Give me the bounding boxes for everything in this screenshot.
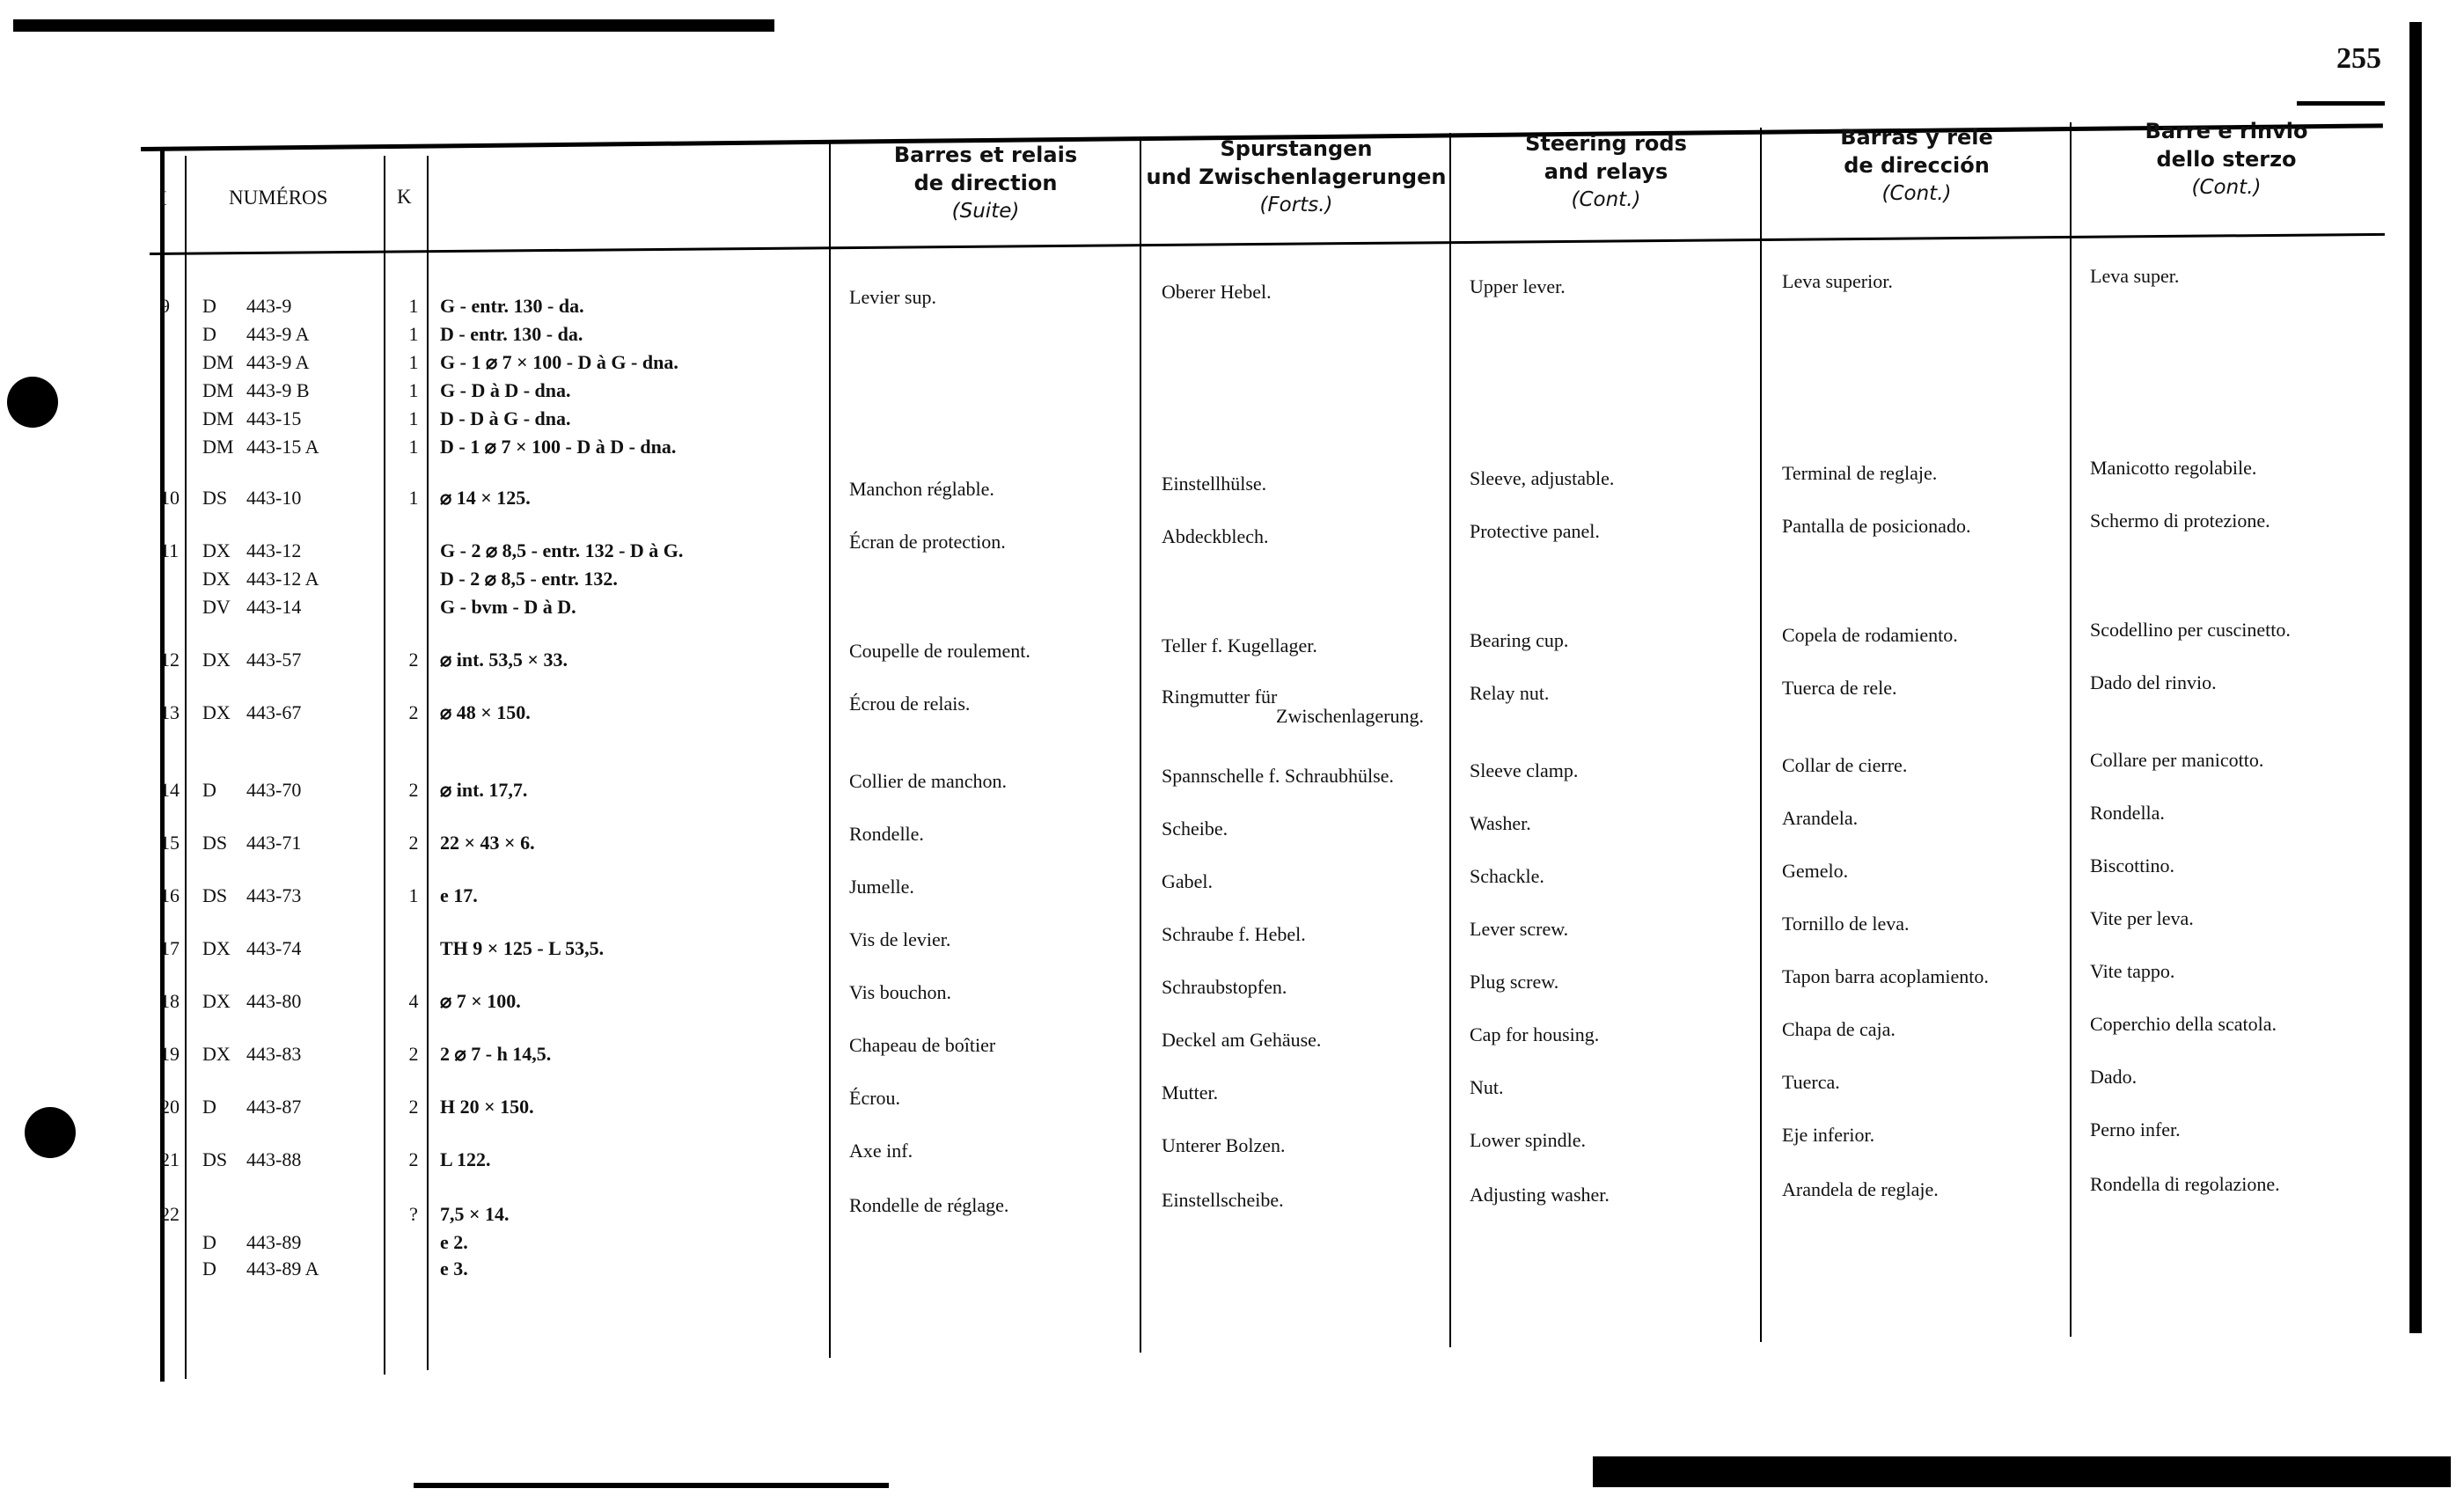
table-row (141, 436, 2385, 462)
cell-en: Upper lever. (1470, 275, 1566, 297)
cell-num: 443-83 (246, 1043, 302, 1065)
table-row (141, 1173, 2385, 1229)
cell-de: Unterer Bolzen. (1162, 1134, 1286, 1156)
table-row (141, 596, 2385, 622)
cell-pfx: DM (202, 351, 234, 373)
cell-item: 16 (160, 884, 180, 906)
header-italian (2072, 117, 2380, 202)
cell-item: 12 (160, 649, 180, 671)
cell-en: Adjusting washer. (1470, 1184, 1610, 1206)
cell-k: 1 (408, 487, 419, 509)
header-english-sub: (Cont.) (1571, 188, 1641, 211)
header-spanish (1763, 123, 2071, 208)
cell-de: Deckel am Gehäuse. (1162, 1029, 1322, 1051)
cell-spec: 2 ⌀ 7 - h 14,5. (440, 1043, 552, 1065)
cell-it: Dado. (2090, 1066, 2138, 1088)
table-row (141, 457, 2385, 513)
table-row (141, 323, 2385, 349)
cell-item: 18 (160, 990, 180, 1012)
cell-k: ? (409, 1203, 418, 1225)
header-separator (150, 233, 2385, 255)
header-numbers: NUMÉROS (229, 187, 328, 209)
header-item: I (160, 187, 167, 209)
header-english (1452, 129, 1760, 214)
cell-pfx: DS (202, 884, 228, 906)
cell-num: 443-15 A (246, 436, 319, 458)
cell-num: 443-74 (246, 937, 302, 959)
cell-it: Perno infer. (2090, 1118, 2181, 1140)
header-italian-line1: Barre e rinvio (2145, 119, 2308, 143)
cell-de: Oberer Hebel. (1162, 281, 1272, 303)
cell-fr: Jumelle. (849, 876, 914, 898)
cell-en: Sleeve clamp. (1470, 759, 1579, 781)
cell-item: 15 (160, 832, 180, 854)
table-row (141, 379, 2385, 406)
cell-it: Collare per manicotto. (2090, 749, 2264, 771)
cell-spec: G - bvm - D à D. (440, 596, 576, 618)
cell-pfx: D (202, 323, 216, 345)
cell-item: 14 (160, 779, 180, 801)
cell-k: 1 (408, 351, 419, 373)
cell-k: 1 (408, 407, 419, 429)
cell-pfx: D (202, 295, 216, 317)
cell-en: Cap for housing. (1470, 1023, 1600, 1045)
header-french-sub: (Suite) (951, 200, 1020, 223)
cell-num: 443-57 (246, 649, 302, 671)
cell-fr: Rondelle. (849, 823, 924, 845)
cell-spec: e 2. (440, 1231, 468, 1253)
cell-de: Einstellscheibe. (1162, 1189, 1284, 1211)
table-row (141, 510, 2385, 566)
cell-fr: Vis de levier. (849, 928, 951, 950)
cell-en: Lever screw. (1470, 918, 1569, 940)
cell-it: Leva super. (2090, 265, 2180, 287)
cell-num: 443-15 (246, 407, 302, 429)
cell-spec: D - D à G - dna. (440, 407, 571, 429)
cell-es: Copela de rodamiento. (1782, 624, 1958, 646)
cell-pfx: DX (202, 1043, 231, 1065)
cell-fr: Écrou de relais. (849, 693, 971, 715)
cell-es: Gemelo. (1782, 860, 1849, 882)
table-row (141, 351, 2385, 378)
cell-k: 2 (408, 779, 419, 801)
cell-k: 2 (408, 649, 419, 671)
cell-pfx: D (202, 1258, 216, 1280)
cell-it: Rondella di regolazione. (2090, 1173, 2280, 1195)
cell-es: Pantalla de posicionado. (1782, 515, 1971, 537)
header-german-line1: Spurstangen (1220, 136, 1373, 161)
cell-spec: ⌀ 7 × 100. (440, 990, 521, 1012)
cell-es: Terminal de reglaje. (1782, 462, 1938, 484)
parts-table (141, 101, 2385, 1386)
cell-de: Schraube f. Hebel. (1162, 923, 1306, 945)
cell-fr: Coupelle de roulement. (849, 640, 1030, 662)
header-german (1142, 135, 1450, 219)
cell-it: Manicotto regolabile. (2090, 457, 2257, 479)
cell-it: Scodellino per cuscinetto. (2090, 619, 2291, 641)
cell-it: Vite tappo. (2090, 960, 2175, 982)
cell-pfx: DM (202, 407, 234, 429)
cell-it: Rondella. (2090, 802, 2165, 824)
cell-k: 2 (408, 701, 419, 723)
cell-it: Vite per leva. (2090, 907, 2194, 929)
cell-fr: Vis bouchon. (849, 981, 952, 1003)
cell-num: 443-12 (246, 539, 302, 561)
binder-hole-top (7, 377, 58, 428)
cell-fr: Écrou. (849, 1087, 901, 1109)
cell-k: 1 (408, 436, 419, 458)
cell-num: 443-80 (246, 990, 302, 1012)
header-spanish-line1: Barras y rele (1840, 125, 1993, 150)
cell-spec: e 3. (440, 1258, 468, 1280)
cell-num: 443-9 A (246, 323, 310, 345)
cell-k: 2 (408, 1043, 419, 1065)
cell-spec: 22 × 43 × 6. (440, 832, 535, 854)
cell-spec: e 17. (440, 884, 478, 906)
cell-pfx: DS (202, 832, 228, 854)
cell-k: 2 (408, 1096, 419, 1118)
header-german-sub: (Forts.) (1259, 194, 1333, 216)
cell-spec: G - entr. 130 - da. (440, 295, 584, 317)
header-italian-line2: dello sterzo (2156, 147, 2297, 172)
table-row (141, 749, 2385, 805)
cell-pfx: DX (202, 937, 231, 959)
cell-k: 1 (408, 295, 419, 317)
cell-pfx: D (202, 1231, 216, 1253)
header-french-line2: de direction (913, 171, 1058, 195)
table-row (141, 960, 2385, 1016)
cell-k: 4 (408, 990, 419, 1012)
table-row (141, 1118, 2385, 1175)
cell-en: Bearing cup. (1470, 629, 1569, 651)
cell-pfx: DV (202, 596, 231, 618)
cell-es: Tornillo de leva. (1782, 913, 1910, 935)
table-top-border-right (2297, 101, 2385, 106)
cell-pfx: DM (202, 379, 234, 401)
cell-item: 21 (160, 1148, 180, 1170)
cell-en: Washer. (1470, 812, 1531, 834)
cell-spec: ⌀ int. 53,5 × 33. (440, 649, 568, 671)
header-german-line2: und Zwischenlagerungen (1146, 165, 1447, 189)
cell-spec: 7,5 × 14. (440, 1203, 510, 1225)
cell-pfx: D (202, 779, 216, 801)
cell-en: Relay nut. (1470, 682, 1550, 704)
cell-it: Biscottino. (2090, 854, 2174, 876)
cell-item: 11 (160, 539, 180, 561)
cell-spec: L 122. (440, 1148, 491, 1170)
cell-fr: Collier de manchon. (849, 770, 1008, 792)
cell-k: 2 (408, 1148, 419, 1170)
header-k: K (397, 186, 412, 208)
cell-en: Lower spindle. (1470, 1129, 1586, 1151)
cell-spec: ⌀ int. 17,7. (440, 779, 528, 801)
cell-num: 443-10 (246, 487, 302, 509)
cell-spec: ⌀ 14 × 125. (440, 487, 531, 509)
cell-spec: D - entr. 130 - da. (440, 323, 583, 345)
cell-num: 443-70 (246, 779, 302, 801)
cell-en: Protective panel. (1470, 520, 1600, 542)
header-spanish-line2: de dirección (1844, 153, 1990, 178)
cell-pfx: DS (202, 487, 228, 509)
cell-spec: D - 2 ⌀ 8,5 - entr. 132. (440, 568, 618, 590)
cell-fr: Chapeau de boîtier (849, 1034, 996, 1056)
cell-spec: G - 1 ⌀ 7 × 100 - D à G - dna. (440, 351, 678, 373)
table-row (141, 1258, 2385, 1284)
cell-num: 443-14 (246, 596, 302, 618)
cell-pfx: DX (202, 649, 231, 671)
cell-fr: Écran de protection. (849, 531, 1006, 553)
cell-fr: Levier sup. (849, 286, 936, 308)
cell-num: 443-67 (246, 701, 302, 723)
cell-k: 1 (408, 323, 419, 345)
cell-es: Collar de cierre. (1782, 754, 1908, 776)
cell-es: Arandela. (1782, 807, 1859, 829)
cell-num: 443-89 (246, 1231, 302, 1253)
cell-en: Plug screw. (1470, 971, 1559, 993)
table-row (141, 407, 2385, 434)
header-french-line1: Barres et relais (893, 143, 1078, 167)
cell-spec: TH 9 × 125 - L 53,5. (440, 937, 605, 959)
cell-num: 443-9 (246, 295, 292, 317)
cell-de: Schraubstopfen. (1162, 976, 1287, 998)
cell-es: Tuerca. (1782, 1071, 1840, 1093)
table-row (141, 568, 2385, 594)
cell-pfx: DX (202, 539, 231, 561)
cell-item: 9 (160, 295, 170, 317)
cell-pfx: D (202, 1096, 216, 1118)
cell-k: 1 (408, 379, 419, 401)
cell-fr: Manchon réglable. (849, 478, 994, 500)
cell-spec: G - 2 ⌀ 8,5 - entr. 132 - D à G. (440, 539, 684, 561)
cell-num: 443-89 A (246, 1258, 319, 1280)
cell-num: 443-88 (246, 1148, 302, 1170)
cell-es: Chapa de caja. (1782, 1018, 1896, 1040)
cell-pfx: DS (202, 1148, 228, 1170)
cell-en: Sleeve, adjustable. (1470, 467, 1615, 489)
cell-de: Gabel. (1162, 870, 1214, 892)
page-number: 255 (2336, 42, 2381, 75)
cell-item: 17 (160, 937, 180, 959)
cell-it: Coperchio della scatola. (2090, 1013, 2277, 1035)
binder-hole-bottom (25, 1107, 76, 1158)
table-row (141, 802, 2385, 858)
table-row (141, 854, 2385, 911)
cell-item: 10 (160, 487, 180, 509)
header-italian-sub: (Cont.) (2191, 176, 2262, 199)
cell-es: Leva superior. (1782, 270, 1893, 292)
cell-pfx: DX (202, 568, 231, 590)
bottom-rule-right (1593, 1456, 2451, 1487)
cell-pfx: DM (202, 436, 234, 458)
cell-num: 443-87 (246, 1096, 302, 1118)
cell-en: Schackle. (1470, 865, 1544, 887)
cell-spec: G - D à D - dna. (440, 379, 571, 401)
cell-k: 2 (408, 832, 419, 854)
cell-en: Nut. (1470, 1076, 1504, 1098)
cell-de: Mutter. (1162, 1082, 1219, 1104)
cell-num: 443-9 B (246, 379, 310, 401)
cell-de: Ringmutter für Zwischenlagerung. (1162, 686, 1424, 727)
cell-de: Abdeckblech. (1162, 525, 1269, 547)
cell-de: Scheibe. (1162, 818, 1228, 840)
cell-de: Teller f. Kugellager. (1162, 634, 1317, 656)
table-row (141, 1013, 2385, 1069)
table-row (141, 1231, 2385, 1258)
cell-de: Einstellhülse. (1162, 473, 1267, 495)
header-english-line1: Steering rods (1525, 131, 1687, 156)
header-english-line2: and relays (1544, 159, 1668, 184)
cell-num: 443-12 A (246, 568, 319, 590)
cell-spec: D - 1 ⌀ 7 × 100 - D à D - dna. (440, 436, 677, 458)
top-rule (13, 19, 774, 32)
cell-es: Arandela de reglaje. (1782, 1178, 1939, 1200)
header-spanish-sub: (Cont.) (1881, 182, 1952, 205)
cell-de: Spannschelle f. Schraubhülse. (1162, 765, 1394, 787)
table-row (141, 907, 2385, 964)
cell-it: Schermo di protezione. (2090, 510, 2270, 532)
cell-item: 13 (160, 701, 180, 723)
cell-item: 20 (160, 1096, 180, 1118)
cell-k: 1 (408, 884, 419, 906)
cell-item: 22 (160, 1203, 180, 1225)
table-row (141, 265, 2385, 321)
table-row (141, 619, 2385, 675)
cell-num: 443-73 (246, 884, 302, 906)
cell-item: 19 (160, 1043, 180, 1065)
header-french (832, 141, 1140, 225)
cell-fr: Axe inf. (849, 1140, 913, 1162)
right-edge-rule (2409, 22, 2422, 1333)
cell-spec: ⌀ 48 × 150. (440, 701, 531, 723)
bottom-rule-left (414, 1483, 889, 1488)
cell-num: 443-9 A (246, 351, 310, 373)
cell-es: Tuerca de rele. (1782, 677, 1897, 699)
cell-fr: Rondelle de réglage. (849, 1194, 1009, 1216)
cell-num: 443-71 (246, 832, 302, 854)
cell-es: Eje inferior. (1782, 1124, 1875, 1146)
cell-es: Tapon barra acoplamiento. (1782, 965, 1989, 987)
cell-pfx: DX (202, 990, 231, 1012)
table-row (141, 671, 2385, 728)
cell-spec: H 20 × 150. (440, 1096, 534, 1118)
cell-pfx: DX (202, 701, 231, 723)
table-row (141, 1066, 2385, 1122)
cell-it: Dado del rinvio. (2090, 671, 2217, 693)
